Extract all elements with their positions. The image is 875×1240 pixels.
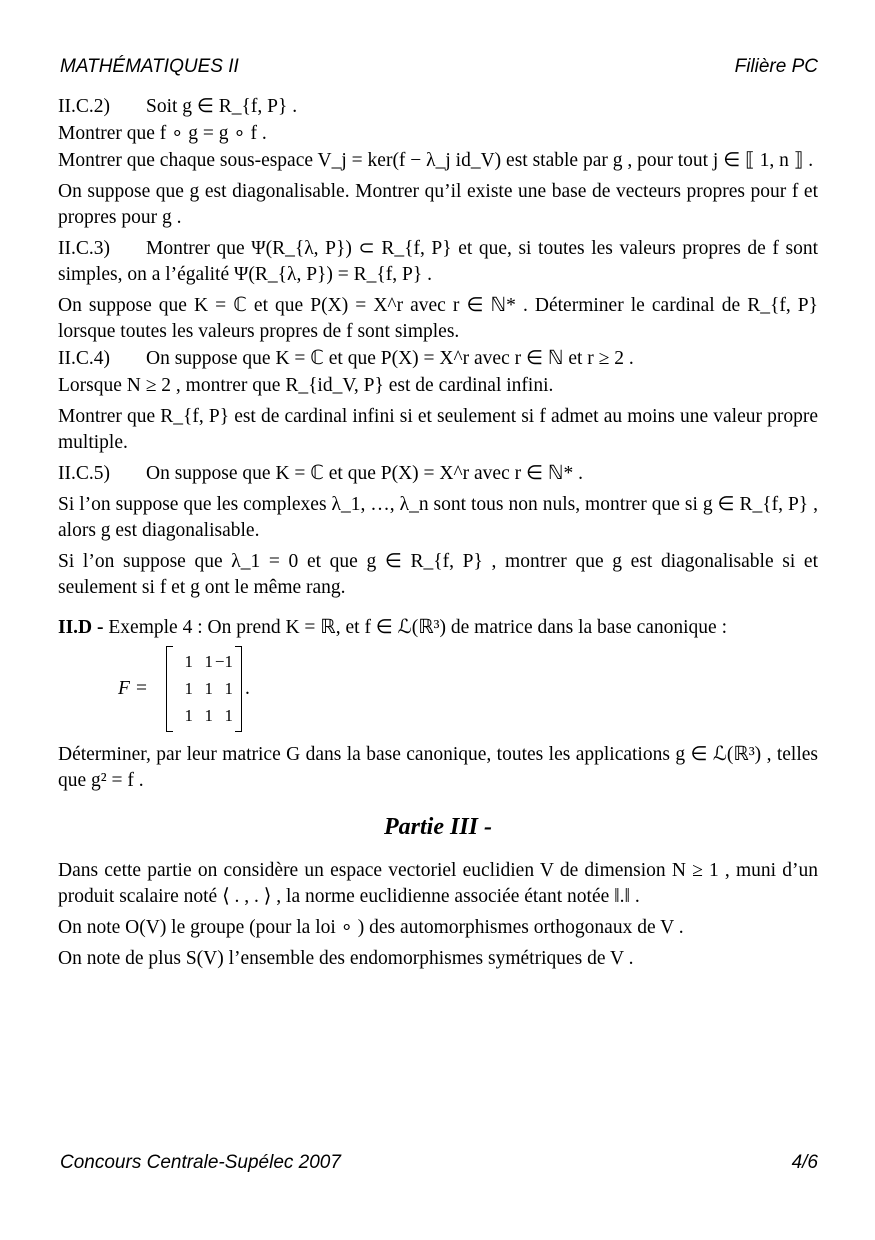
question-label: II.C.2)	[58, 96, 110, 117]
section-ii-d	[58, 615, 818, 641]
question-ii-c-4	[58, 346, 818, 372]
page-body	[58, 94, 818, 977]
paragraph: Dans cette partie on considère un espace vectoriel euclidien V de dimension N ≥ 1 , muni d’un produit scalaire noté ⟨ . , . ⟩ , la norme euclidienne associée étant notée ‖.‖ .	[58, 860, 818, 907]
paragraph: Montrer que R_{f, P} est de cardinal infini si et seulement si f admet au moins une valeur propre multiple.	[58, 406, 818, 453]
matrix-lhs: F =	[118, 678, 148, 699]
question-label: II.C.5)	[58, 463, 110, 484]
matrix-cell: 1	[224, 678, 233, 698]
paragraph: Si l’on suppose que les complexes λ_1, …, λ_n sont tous non nuls, montrer que si g ∈ R_{f, P} , alors g est diagonalisable.	[58, 494, 818, 541]
paragraph: Exemple 4 : On prend K = ℝ, et f ∈ ℒ(ℝ³) de matrice dans la base canonique :	[108, 617, 728, 638]
paragraph: Déterminer, par leur matrice G dans la base canonique, toutes les applications g ∈ ℒ(ℝ³) , telles que g² = f .	[58, 744, 818, 791]
paragraph: On note de plus S(V) l’ensemble des endomorphismes symétriques de V .	[58, 948, 634, 969]
matrix-cell: 1	[204, 651, 213, 671]
matrix-f	[118, 646, 818, 738]
paragraph: Montrer que chaque sous-espace V_j = ker(f − λ_j id_V) est stable par g , pour tout j ∈ ⟦ 1, n ⟧ .	[58, 150, 814, 171]
paragraph: On suppose que K = ℂ et que P(X) = X^r avec r ∈ ℕ et r ≥ 2 .	[146, 348, 634, 369]
header-subject: MATHÉMATIQUES II	[60, 56, 239, 77]
paragraph: On note O(V) le groupe (pour la loi ∘ ) des automorphismes orthogonaux de V .	[58, 917, 684, 938]
question-ii-c-5	[58, 461, 818, 487]
question-label: II.C.4)	[58, 348, 110, 369]
question-label: II.C.3)	[58, 238, 110, 259]
matrix-table	[173, 648, 233, 729]
paragraph: Soit g ∈ R_{f, P} .	[146, 96, 298, 117]
part-iii-title: Partie III -	[384, 814, 492, 840]
paragraph: Lorsque N ≥ 2 , montrer que R_{id_V, P} est de cardinal infini.	[58, 375, 554, 396]
paragraph: Si l’on suppose que λ_1 = 0 et que g ∈ R_{f, P} , montrer que g est diagonalisable si et seulement si f et g ont le même rang.	[58, 551, 818, 598]
matrix-dot: .	[245, 678, 250, 699]
paragraph: Montrer que f ∘ g = g ∘ f .	[58, 123, 267, 144]
paragraph: Montrer que Ψ(R_{λ, P}) ⊂ R_{f, P} et que, si toutes les valeurs propres de f sont simples, on a l’égalité Ψ(R_{λ, P}) = R_{f, P} .	[58, 238, 818, 285]
matrix-cell: 1	[224, 705, 233, 725]
matrix-row	[173, 648, 233, 675]
matrix-row	[173, 702, 233, 729]
matrix-cell: 1	[184, 705, 193, 725]
footer-contest: Concours Centrale-Supélec 2007	[60, 1152, 341, 1173]
matrix-cell: 1	[204, 678, 213, 698]
question-ii-c-3	[58, 236, 818, 288]
paragraph: On suppose que K = ℂ et que P(X) = X^r avec r ∈ ℕ* . Déterminer le cardinal de R_{f, P} lorsque toutes les valeurs propres de f sont simples.	[58, 295, 818, 342]
matrix-cell: 1	[184, 651, 193, 671]
paragraph: On suppose que g est diagonalisable. Montrer qu’il existe une base de vecteurs propres pour f et propres pour g .	[58, 181, 818, 228]
paragraph: On suppose que K = ℂ et que P(X) = X^r avec r ∈ ℕ* .	[146, 463, 583, 484]
matrix-cell: −1	[214, 651, 233, 671]
matrix-cell: 1	[184, 678, 193, 698]
matrix-cell: 1	[204, 705, 213, 725]
page-number: 4/6	[791, 1152, 818, 1173]
section-label: II.D -	[58, 617, 104, 638]
question-ii-c-2	[58, 94, 818, 120]
matrix-row	[173, 675, 233, 702]
matrix-brackets	[166, 646, 242, 732]
header-track: Filière PC	[734, 56, 818, 77]
